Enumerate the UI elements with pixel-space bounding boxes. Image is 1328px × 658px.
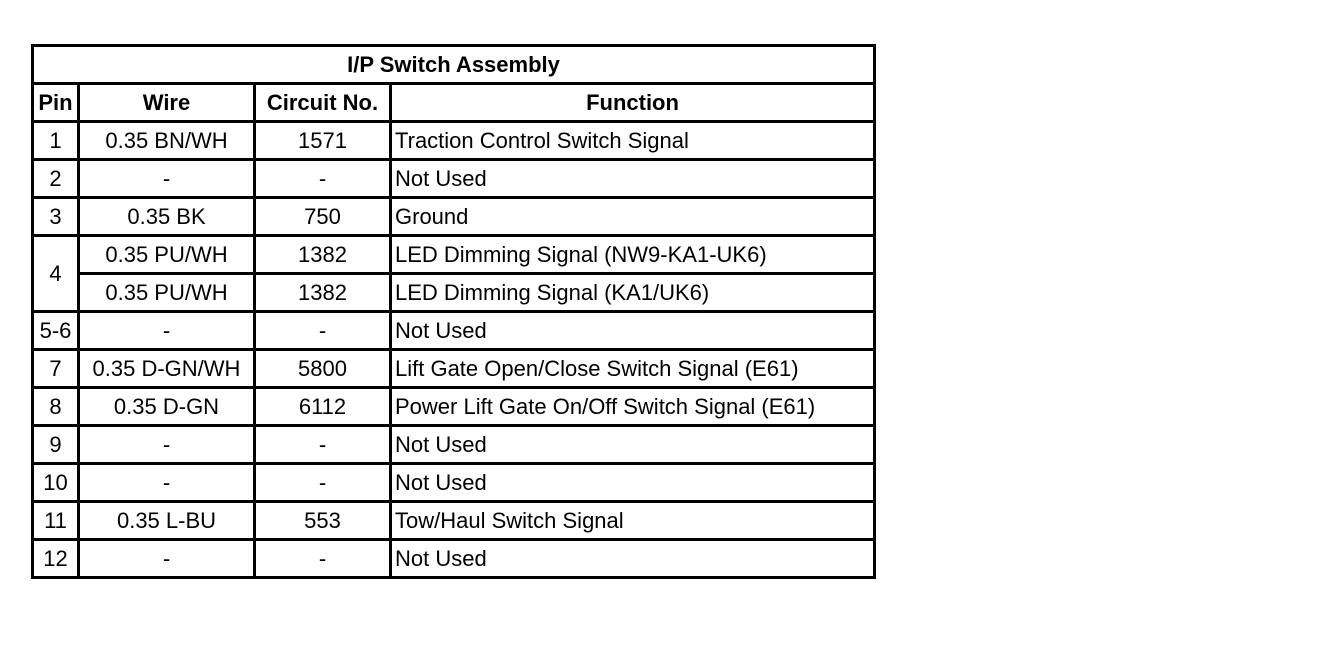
pin-cell: 2	[33, 160, 79, 198]
table-row	[33, 502, 875, 540]
circuit-cell: -	[255, 312, 391, 350]
pin-cell: 5-6	[33, 312, 79, 350]
table-row	[33, 388, 875, 426]
wire-cell: 0.35 D-GN	[79, 388, 255, 426]
wire-cell: -	[79, 464, 255, 502]
pin-cell: 3	[33, 198, 79, 236]
table-row	[33, 160, 875, 198]
function-cell: LED Dimming Signal (NW9-KA1-UK6)	[391, 236, 875, 274]
table-row	[33, 122, 875, 160]
circuit-cell: -	[255, 464, 391, 502]
wire-cell: 0.35 BK	[79, 198, 255, 236]
function-cell: Not Used	[391, 540, 875, 578]
circuit-cell: 5800	[255, 350, 391, 388]
pin-cell: 9	[33, 426, 79, 464]
function-cell: Not Used	[391, 464, 875, 502]
table-row	[33, 198, 875, 236]
pin-cell: 1	[33, 122, 79, 160]
table-row	[33, 464, 875, 502]
table-title: I/P Switch Assembly	[33, 46, 875, 84]
function-cell: Not Used	[391, 160, 875, 198]
circuit-cell: 553	[255, 502, 391, 540]
pin-cell: 7	[33, 350, 79, 388]
table-row	[33, 350, 875, 388]
function-cell: LED Dimming Signal (KA1/UK6)	[391, 274, 875, 312]
function-cell: Lift Gate Open/Close Switch Signal (E61)	[391, 350, 875, 388]
wire-cell: 0.35 BN/WH	[79, 122, 255, 160]
function-cell: Tow/Haul Switch Signal	[391, 502, 875, 540]
circuit-cell: -	[255, 540, 391, 578]
circuit-cell: 1382	[255, 274, 391, 312]
circuit-cell: 6112	[255, 388, 391, 426]
pin-cell: 10	[33, 464, 79, 502]
pin-cell: 8	[33, 388, 79, 426]
function-cell: Ground	[391, 198, 875, 236]
function-cell: Not Used	[391, 426, 875, 464]
circuit-cell: 750	[255, 198, 391, 236]
function-cell: Traction Control Switch Signal	[391, 122, 875, 160]
pin-cell: 12	[33, 540, 79, 578]
wire-cell: -	[79, 540, 255, 578]
header-function: Function	[391, 84, 875, 122]
pin-cell: 11	[33, 502, 79, 540]
table-row	[33, 274, 875, 312]
wire-cell: 0.35 PU/WH	[79, 236, 255, 274]
wire-cell: -	[79, 160, 255, 198]
function-cell: Power Lift Gate On/Off Switch Signal (E61)	[391, 388, 875, 426]
circuit-cell: 1571	[255, 122, 391, 160]
circuit-cell: 1382	[255, 236, 391, 274]
table-header-row	[33, 84, 875, 122]
wire-cell: -	[79, 426, 255, 464]
table-title-row	[33, 46, 875, 84]
circuit-cell: -	[255, 426, 391, 464]
wire-cell: 0.35 PU/WH	[79, 274, 255, 312]
function-cell: Not Used	[391, 312, 875, 350]
header-pin: Pin	[33, 84, 79, 122]
table-row	[33, 312, 875, 350]
table-row	[33, 540, 875, 578]
wire-cell: 0.35 D-GN/WH	[79, 350, 255, 388]
header-wire: Wire	[79, 84, 255, 122]
table-row	[33, 236, 875, 274]
table-row	[33, 426, 875, 464]
wire-cell: -	[79, 312, 255, 350]
header-circuit: Circuit No.	[255, 84, 391, 122]
pin-table	[31, 44, 876, 579]
pin-cell: 4	[33, 236, 79, 312]
wire-cell: 0.35 L-BU	[79, 502, 255, 540]
circuit-cell: -	[255, 160, 391, 198]
